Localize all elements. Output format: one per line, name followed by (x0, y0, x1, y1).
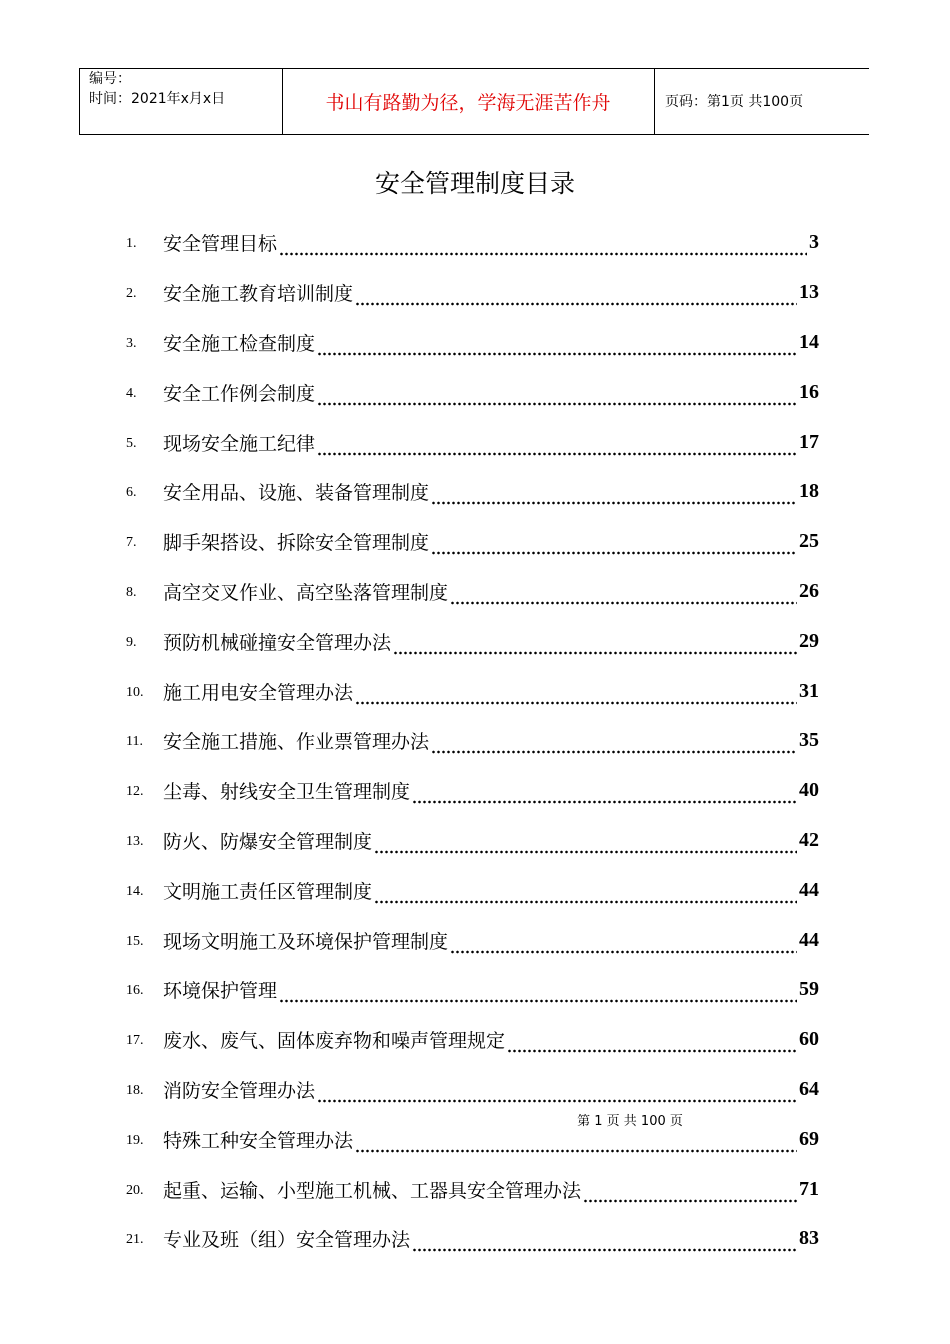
page-code-cell (655, 69, 869, 134)
toc-dot-leader (279, 238, 807, 256)
toc-entry-number: 3. (126, 335, 137, 351)
toc-dot-leader (450, 936, 797, 954)
page-footer: 第 1 页 共 100 页 (577, 1114, 683, 1129)
toc-dot-leader (507, 1035, 797, 1053)
toc-entry[interactable] (126, 517, 819, 567)
toc-entry[interactable] (126, 467, 819, 517)
toc-entry-page: 29 (799, 629, 819, 652)
page-title: 安全管理制度目录 (374, 169, 575, 198)
toc-entry-number: 8. (126, 584, 137, 600)
toc-entry-page: 44 (799, 878, 819, 901)
toc-entry-title: 安全施工检查制度 (163, 332, 316, 355)
toc-entry-page: 35 (799, 729, 819, 752)
toc-dot-leader (374, 836, 797, 854)
toc-entry-page: 42 (799, 828, 819, 851)
toc-dot-leader (412, 1234, 797, 1252)
toc-entry[interactable] (126, 268, 819, 318)
toc-dot-leader (431, 487, 797, 505)
toc-entry-title: 高空交叉作业、高空坠落管理制度 (163, 581, 449, 604)
toc-entry[interactable] (126, 666, 819, 716)
toc-entry-title: 特殊工种安全管理办法 (163, 1129, 354, 1152)
toc-entry-number: 1. (126, 236, 137, 252)
toc-entry-page: 16 (799, 380, 819, 403)
toc-entry-number: 2. (126, 286, 137, 302)
toc-entry-title: 安全管理目标 (163, 233, 278, 256)
toc-entry-page: 69 (799, 1127, 819, 1150)
toc-entry-page: 25 (799, 530, 819, 553)
toc-entry-title: 安全用品、设施、装备管理制度 (163, 482, 430, 505)
toc-entry[interactable] (126, 915, 819, 965)
toc-dot-leader (355, 687, 797, 705)
toc-entry-title: 专业及班（组）安全管理办法 (163, 1229, 411, 1252)
toc-entry[interactable] (126, 865, 819, 915)
toc-entry-number: 7. (126, 535, 137, 551)
toc-entry-title: 施工用电安全管理办法 (163, 681, 354, 704)
toc-entry-title: 安全工作例会制度 (163, 382, 316, 405)
toc-entry-title: 现场文明施工及环境保护管理制度 (163, 930, 449, 953)
toc-entry[interactable] (126, 1214, 819, 1264)
date-label: 时间：2021年x月x日 (89, 91, 226, 107)
toc-dot-leader (355, 288, 797, 306)
toc-entry-title: 尘毒、射线安全卫生管理制度 (163, 781, 411, 804)
toc-entry-page: 64 (799, 1077, 819, 1100)
table-of-contents (126, 218, 819, 1264)
toc-dot-leader (431, 736, 797, 754)
toc-entry[interactable] (126, 965, 819, 1015)
toc-entry[interactable] (126, 766, 819, 816)
toc-dot-leader (317, 338, 797, 356)
toc-entry-title: 废水、废气、固体废弃物和噪声管理规定 (163, 1030, 506, 1053)
toc-entry-number: 16. (126, 983, 144, 999)
toc-entry-number: 21. (126, 1232, 144, 1248)
toc-entry-title: 脚手架搭设、拆除安全管理制度 (163, 532, 430, 555)
toc-dot-leader (317, 1085, 797, 1103)
toc-entry-title: 防火、防爆安全管理制度 (163, 830, 373, 853)
toc-entry-title: 文明施工责任区管理制度 (163, 880, 373, 903)
toc-dot-leader (393, 637, 797, 655)
toc-entry-number: 13. (126, 833, 144, 849)
toc-dot-leader (317, 438, 797, 456)
header-table (79, 68, 869, 135)
toc-entry-page: 13 (799, 281, 819, 304)
toc-entry-title: 安全施工教育培训制度 (163, 283, 354, 306)
toc-entry[interactable] (126, 716, 819, 766)
toc-dot-leader (583, 1185, 797, 1203)
toc-entry[interactable] (126, 1164, 819, 1214)
toc-entry-page: 71 (799, 1177, 819, 1200)
toc-entry-title: 安全施工措施、作业票管理办法 (163, 731, 430, 754)
toc-entry[interactable] (126, 616, 819, 666)
toc-dot-leader (355, 1135, 797, 1153)
toc-entry-number: 18. (126, 1082, 144, 1098)
toc-entry-page: 83 (799, 1227, 819, 1250)
toc-entry-page: 14 (799, 330, 819, 353)
toc-entry-title: 预防机械碰撞安全管理办法 (163, 631, 392, 654)
toc-entry-title: 消防安全管理办法 (163, 1079, 316, 1102)
toc-entry-page: 17 (799, 430, 819, 453)
toc-dot-leader (431, 537, 797, 555)
toc-entry[interactable] (126, 318, 819, 368)
toc-entry-page: 40 (799, 779, 819, 802)
serial-label: 编号： (89, 71, 131, 87)
toc-entry-number: 14. (126, 883, 144, 899)
toc-entry-page: 3 (809, 231, 819, 254)
toc-entry-page: 18 (799, 480, 819, 503)
page-code: 页码：第1页 共100页 (665, 94, 804, 110)
toc-entry-number: 11. (126, 734, 143, 750)
toc-entry[interactable] (126, 367, 819, 417)
toc-entry[interactable] (126, 417, 819, 467)
toc-entry-title: 现场安全施工纪律 (163, 432, 316, 455)
toc-entry-number: 6. (126, 485, 137, 501)
toc-entry-number: 17. (126, 1033, 144, 1049)
toc-dot-leader (317, 388, 797, 406)
toc-entry-page: 31 (799, 679, 819, 702)
toc-entry-number: 5. (126, 435, 137, 451)
toc-entry-number: 19. (126, 1132, 144, 1148)
toc-dot-leader (412, 786, 797, 804)
toc-entry-title: 环境保护管理 (163, 980, 278, 1003)
toc-dot-leader (279, 985, 797, 1003)
toc-dot-leader (450, 587, 797, 605)
toc-dot-leader (374, 886, 797, 904)
toc-entry-number: 12. (126, 784, 144, 800)
toc-entry[interactable] (126, 1065, 819, 1115)
toc-entry-number: 10. (126, 684, 144, 700)
toc-entry-number: 15. (126, 933, 144, 949)
toc-entry[interactable] (126, 1015, 819, 1065)
toc-entry-page: 26 (799, 579, 819, 602)
toc-entry-page: 59 (799, 978, 819, 1001)
motto-cell (282, 69, 655, 134)
toc-entry-number: 20. (126, 1182, 144, 1198)
header-info-cell (80, 69, 283, 134)
toc-entry-title: 起重、运输、小型施工机械、工器具安全管理办法 (163, 1179, 582, 1202)
toc-entry-page: 44 (799, 928, 819, 951)
toc-entry-number: 4. (126, 385, 137, 401)
toc-entry-page: 60 (799, 1028, 819, 1051)
motto-text: 书山有路勤为径，学海无涯苦作舟 (325, 92, 611, 114)
toc-entry[interactable] (126, 816, 819, 866)
toc-entry[interactable] (126, 567, 819, 617)
toc-entry-number: 9. (126, 634, 137, 650)
toc-entry[interactable] (126, 218, 819, 268)
